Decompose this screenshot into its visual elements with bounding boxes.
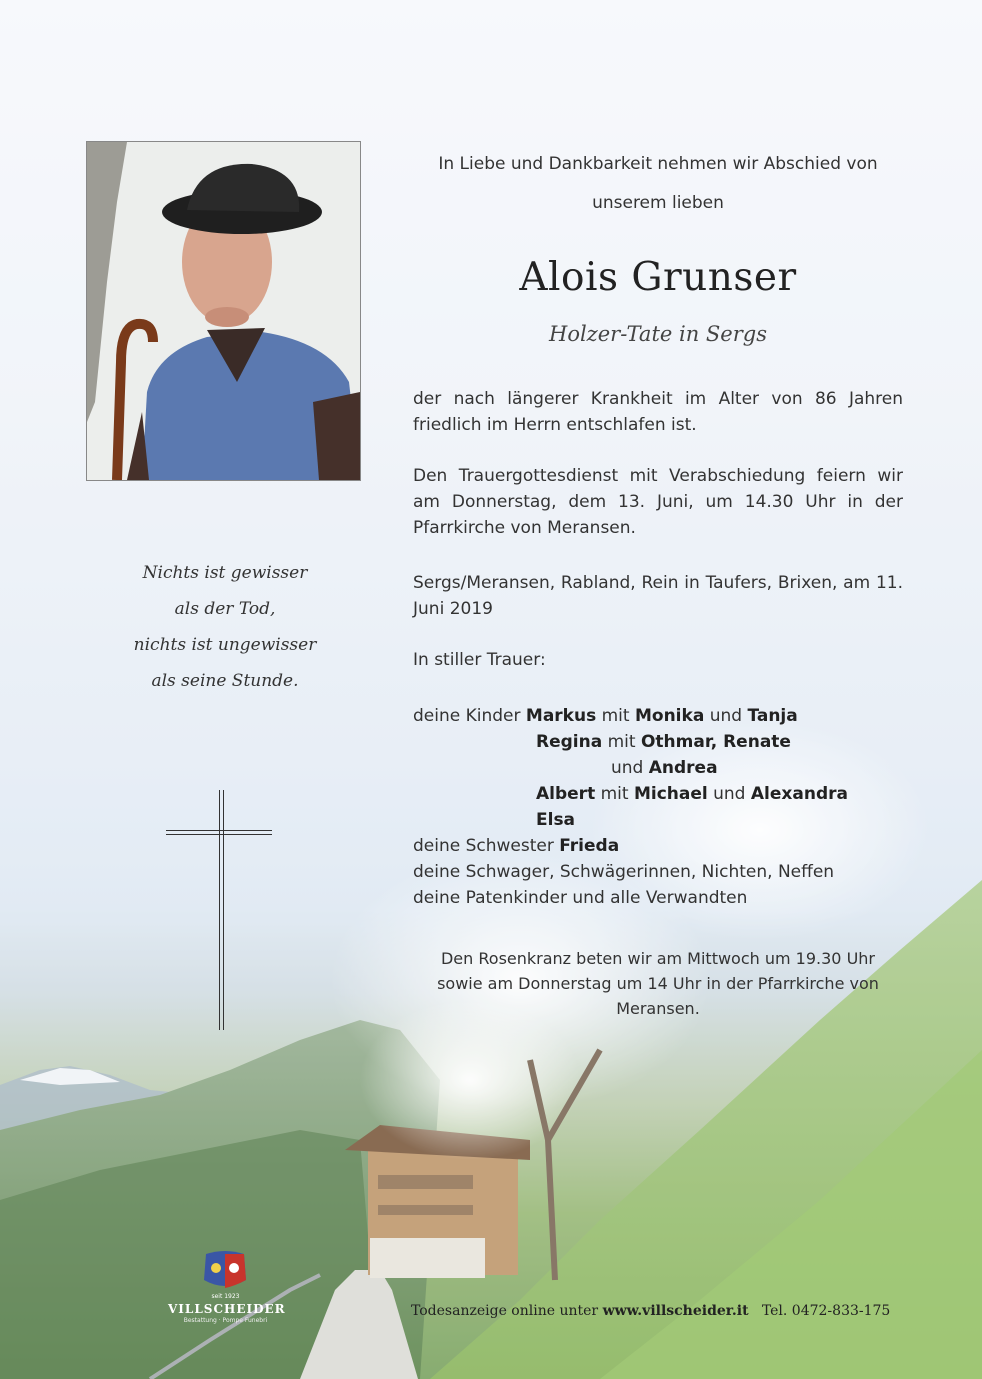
list-item: deine Schwager, Schwägerinnen, Nichten, Neffen [413,862,835,882]
verse-line: Nichts ist gewisser [142,563,308,583]
logo-since: seit 1923 [211,1293,240,1300]
rosary-line: Meransen. [616,999,700,1018]
memorial-verse [110,555,340,699]
funeral-service-text: Den Trauergottesdienst mit Verabschiedung feiern wir am Donnerstag, dem 13. Juni, um 14.30 Uhr in der Pfarrkirche von Meransen. [413,466,903,538]
footer-contact [411,1303,890,1319]
verse-line: als seine Stunde. [151,671,299,691]
list-item: deine Schwester Frieda [413,836,620,856]
list-item: und Andrea [611,758,718,778]
intro-line: unserem lieben [592,193,724,213]
portrait-photo [86,141,361,481]
rosary-line: sowie am Donnerstag um 14 Uhr in der Pfarrkirche von [437,974,879,993]
verse-line: nichts ist ungewisser [133,635,317,655]
list-item: deine Kinder Markus mit Monika und Tanja [413,706,798,726]
verse-line: als der Tod, [174,599,276,619]
death-text: der nach längerer Krankheit im Alter von 86 Jahren friedlich im Herrn entschlafen ist. [413,389,903,435]
intro-text [413,145,903,223]
rosary-text [413,946,903,1021]
list-item: deine Patenkinder und alle Verwandten [413,888,748,908]
logo-brand: VILLSCHEIDER [168,1302,286,1316]
rosary-line: Den Rosenkranz beten wir am Mittwoch um 19.30 Uhr [440,949,875,968]
list-item: Elsa [536,810,576,830]
mourners-list [413,703,913,911]
footer-phone: Tel. 0472-833-175 [761,1303,891,1319]
footer-url-link[interactable]: www.villscheider.it [602,1303,749,1319]
mourning-heading: In stiller Trauer: [413,650,546,670]
deceased-nickname: Holzer-Tate in Sergs [549,322,767,346]
funeral-home-logo [168,1250,286,1330]
list-item: Albert mit Michael und Alexandra [536,784,848,804]
intro-line: In Liebe und Dankbarkeit nehmen wir Abschied von [438,154,878,174]
footer-prefix: Todesanzeige online unter [411,1303,603,1319]
logo-tagline: Bestattung · Pompe Funebri [183,1317,268,1324]
place-date-text: Sergs/Meransen, Rabland, Rein in Taufers, Brixen, am 11. Juni 2019 [413,573,903,619]
crest-icon [168,1250,283,1292]
deceased-name: Alois Grunser [519,255,797,300]
list-item: Regina mit Othmar, Renate [536,732,791,752]
cross-icon [166,790,272,1030]
